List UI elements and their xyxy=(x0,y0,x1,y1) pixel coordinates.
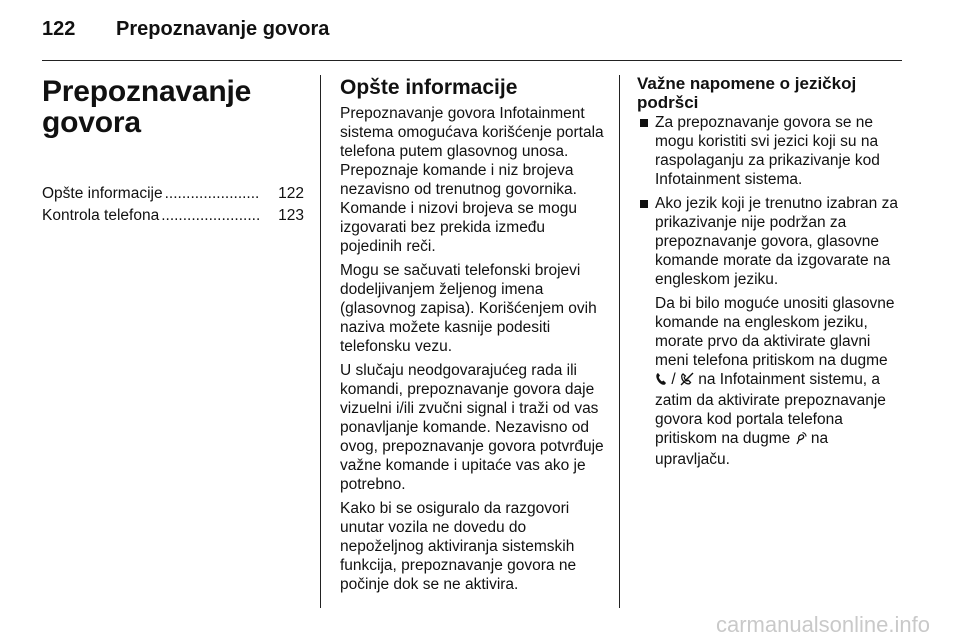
phone-mute-icon xyxy=(680,372,694,391)
paragraph: U slučaju neodgovarajućeg rada ili komandi, prepoznavanje govora daje vizuelni i/ili zvučni signal i traži od vas ponavljanje komande. Nezavisno od ovog, prepoznavanje govora potvrđuje važne komande i upitaće vas ako je potrebno. xyxy=(340,362,604,493)
toc-entry-phone-control[interactable] xyxy=(42,206,304,228)
list-item-text: Ako jezik koji je trenutno izabran za prikazivanje nije podržan za prepoznavanje govora, glasovne komande morate da izgovarate na engleskom jeziku. xyxy=(655,195,898,288)
paragraph: Mogu se sačuvati telefonski brojevi dodeljivanjem željenog imena (glasovnog zapisa). Korišćenjem ovih naziva možete kasnije podesiti telefonsku vezu. xyxy=(340,262,597,355)
page-number: 122 xyxy=(42,18,76,40)
toc-entry-page: 122 xyxy=(278,185,304,202)
toc-entry-title: Kontrola telefona xyxy=(42,207,160,224)
bullet-square xyxy=(640,200,648,208)
list-item-continuation xyxy=(655,294,903,469)
right-column xyxy=(637,74,903,474)
watermark: carmanualsonline.info xyxy=(715,612,930,637)
text-run: na Infotainment sistemu, a zatim da aktivirate prepoznavanje govora kod portala telefona pritiskom na dugme xyxy=(655,371,886,447)
list-item xyxy=(637,113,903,189)
toc-entry-general-info[interactable] xyxy=(42,184,304,206)
section-heading: Opšte informacije xyxy=(340,76,518,99)
header-rule xyxy=(42,60,902,61)
text-run: na upravljaču. xyxy=(655,430,829,468)
toc-entry-page: 123 xyxy=(278,207,304,224)
chapter-title: Prepoznavanje govora xyxy=(42,75,252,139)
left-column xyxy=(42,74,304,228)
paragraph: Kako bi se osiguralo da razgovori unutar vozila ne dovedu do nepoželjnog aktiviranja sistemskih funkcija, prepoznavanje govora ne počinje dok se ne aktivira. xyxy=(340,500,577,593)
page-header xyxy=(42,18,329,41)
toc-leader-dots: ...................... xyxy=(164,185,260,202)
list-item xyxy=(637,194,903,469)
voice-command-icon xyxy=(795,431,807,450)
section-heading: Važne napomene o jezičkoj podršci xyxy=(637,74,857,112)
middle-column xyxy=(340,74,606,599)
paragraph: Prepoznavanje govora Infotainment sistema omogućava korišćenje portala telefona putem glasovnog unosa. Prepoznaje komande i niz brojeva nezavisno od trenutnog govornika. Komande i nizovi brojeva se mogu izgovarati bez prekida između pojedinih reči. xyxy=(340,105,604,255)
list-item-text: Za prepoznavanje govora se ne mogu koristiti svi jezici koji su na raspolaganju za prikazivanje kod Infotainment sistema. xyxy=(655,114,880,188)
column-divider-left xyxy=(320,75,321,608)
toc-entry-title: Opšte informacije xyxy=(42,185,163,202)
text-run: Da bi bilo moguće unositi glasovne komande na engleskom jeziku, morate prvo da aktivirate glavni meni telefona pritiskom na dugme xyxy=(655,295,895,369)
phone-icon xyxy=(655,372,667,391)
running-title: Prepoznavanje govora xyxy=(116,18,330,40)
table-of-contents xyxy=(42,184,304,228)
column-divider-right xyxy=(619,75,620,608)
text-run: / xyxy=(671,371,676,388)
notes-list xyxy=(637,113,903,469)
bullet-square xyxy=(640,119,648,127)
toc-leader-dots: ....................... xyxy=(161,207,261,224)
